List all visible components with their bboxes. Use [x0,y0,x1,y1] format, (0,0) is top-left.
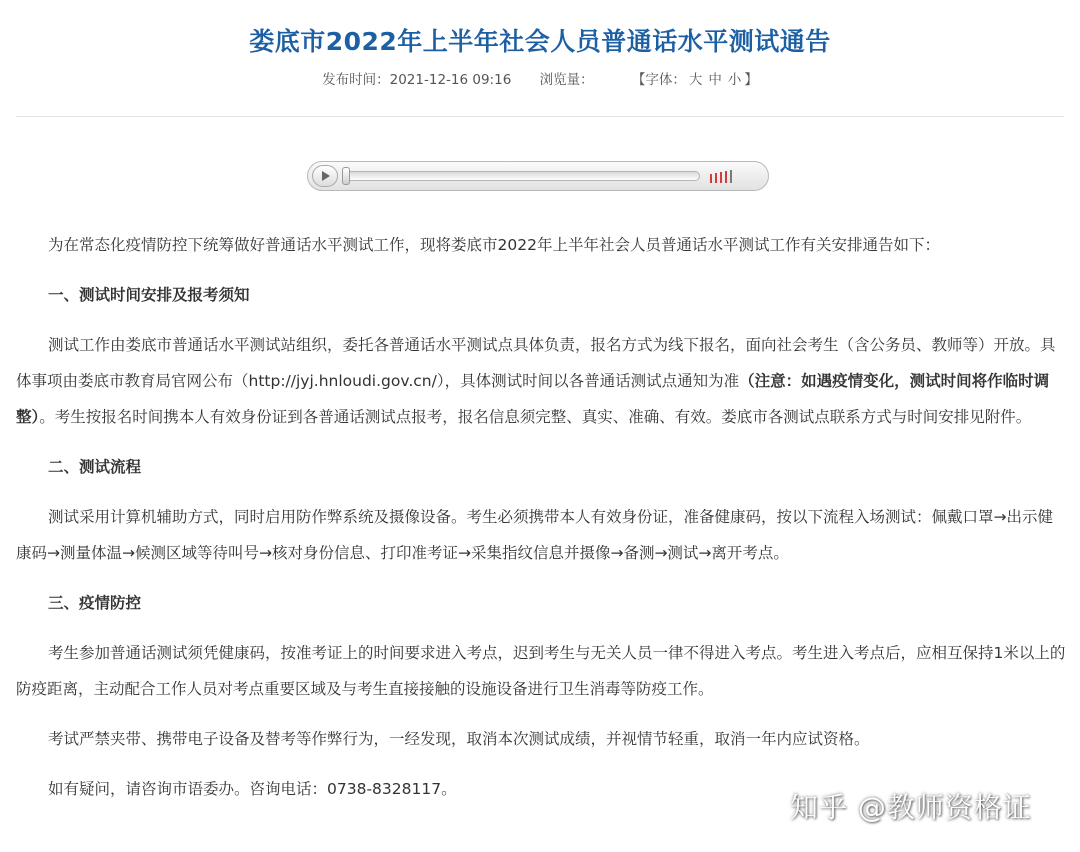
section1-text-a: 测试工作由娄底市普通话水平测试站组织，委托各普通话水平测试点具体负责，报名方式为线下报名，面向社会考生（含公务员、教师等）开放。具体事项由娄底市教育局官网公布（http://jyj.hnloudi.gov.cn/），具体测试时间以各普通话测试点通知为准 [16,336,1056,390]
font-label: 【字体： [631,72,686,88]
section3-heading: 三、疫情防控 [48,594,142,612]
article-meta [0,68,1080,88]
section2-paragraph: 测试采用计算机辅助方式，同时启用防作弊系统及摄像设备。考生必须携带本人有效身份证，准备健康码，按以下流程入场测试：佩戴口罩→出示健康码→测量体温→候测区域等待叫号→核对身份信息、打印准考证→采集指纹信息并摄像→备测→测试→离开考点。 [16,508,1053,562]
progress-knob[interactable] [342,167,350,185]
font-close: 】 [744,72,758,88]
volume-bars-icon[interactable] [710,170,740,183]
section3-paragraph-2: 考试严禁夹带、携带电子设备及替考等作弊行为，一经发现，取消本次测试成绩，并视情节轻重，取消一年内应试资格。 [48,730,870,748]
section1-paragraph [16,327,1066,435]
section2-heading: 二、测试流程 [48,458,142,476]
views-label: 浏览量： [539,72,594,88]
section1-heading: 一、测试时间安排及报考须知 [48,286,250,304]
intro-paragraph: 为在常态化疫情防控下统筹做好普通话水平测试工作，现将娄底市2022年上半年社会人员普通话水平测试工作有关安排通告如下： [48,236,940,254]
section1-text-b: 。考生按报名时间携本人有效身份证到各普通话测试点报考，报名信息须完整、真实、准确、有效。娄底市各测试点联系方式与时间安排见附件。 [39,408,1032,426]
publish-label: 发布时间： [322,72,390,88]
header-divider [16,116,1064,117]
font-large-link[interactable]: 大 [688,72,703,88]
section1-notice: （注意：如遇疫情变化，测试时间将作临时调整） [16,372,1050,426]
font-medium-link[interactable]: 中 [708,72,722,88]
article-title: 娄底市2022年上半年社会人员普通话水平测试通告 [249,27,831,56]
publish-time: 2021-12-16 09:16 [389,72,512,88]
audio-player [307,161,769,191]
article-body [16,227,1066,807]
section3-paragraph-1: 考生参加普通话测试须凭健康码，按准考证上的时间要求进入考点，迟到考生与无关人员一律不得进入考点。考生进入考点后，应相互保持1米以上的防疫距离，主动配合工作人员对考点重要区域及与考生直接接触的设施设备进行卫生消毒等防疫工作。 [16,644,1066,698]
progress-track[interactable] [344,171,700,181]
font-size-control [632,72,758,88]
zhihu-watermark: 知乎 @教师资格证 [790,791,1032,824]
contact-paragraph: 如有疑问，请咨询市语委办。咨询电话：0738-8328117。 [48,780,457,798]
font-small-link[interactable]: 小 [727,72,742,88]
play-icon[interactable] [312,165,338,187]
